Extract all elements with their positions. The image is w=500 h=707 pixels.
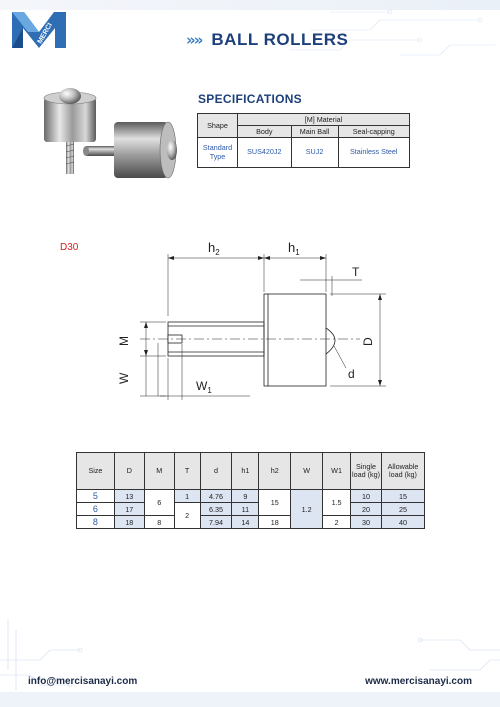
technical-drawing <box>100 236 400 406</box>
shape-value: Standard Type <box>198 138 238 168</box>
size-table-header <box>77 453 425 490</box>
w-cell: 1.2 <box>291 490 323 529</box>
specifications-table <box>197 113 410 168</box>
d-cell: 13 <box>114 490 144 503</box>
single-load-cell: 30 <box>351 516 382 529</box>
footer-email-link[interactable]: info@mercisanayi.com <box>28 676 138 687</box>
ball-d-cell: 6.35 <box>200 503 232 516</box>
allowable-load-cell: 15 <box>381 490 424 503</box>
size-table <box>76 452 425 529</box>
main-ball-value: SUJ2 <box>291 138 338 168</box>
allowable-load-cell: 25 <box>381 503 424 516</box>
shape-header: Shape <box>198 114 238 138</box>
w1-cell: 1.5 <box>323 490 351 516</box>
material-header: [M] Material <box>238 114 410 126</box>
size-header: Size <box>77 453 115 490</box>
t-label: T <box>352 265 360 279</box>
m-cell: 6 <box>144 490 174 516</box>
t-cell: 1 <box>174 490 200 503</box>
merci-logo <box>8 8 70 58</box>
h2-cell: 15 <box>259 490 291 516</box>
single-load-cell: 10 <box>351 490 382 503</box>
d-diameter-label: D <box>361 337 375 346</box>
table-row <box>77 490 425 503</box>
page-title-wrap <box>186 30 348 50</box>
m-label: M <box>117 336 131 346</box>
specifications-heading: SPECIFICATIONS <box>198 92 302 106</box>
h2-cell: 18 <box>259 516 291 529</box>
h1-cell: 9 <box>232 490 259 503</box>
main-ball-header: Main Ball <box>291 126 338 138</box>
page-title: BALL ROLLERS <box>211 30 349 49</box>
d-header: D <box>114 453 144 490</box>
w1-label: $W_1$ <box>196 379 212 395</box>
logo-wordmark: MERCI <box>36 21 55 45</box>
h1-label: $h_1$ <box>288 240 300 257</box>
h2-header: h2 <box>259 453 291 490</box>
w1-header: W1 <box>323 453 351 490</box>
footer-decoration <box>0 600 500 707</box>
m-header: M <box>144 453 174 490</box>
size-cell: 5 <box>77 490 115 503</box>
table-row <box>77 503 425 516</box>
chevrons-icon: »» <box>186 31 202 49</box>
ball-d-cell: 7.94 <box>200 516 232 529</box>
roller-body-outline <box>264 294 326 386</box>
d-cell: 18 <box>114 516 144 529</box>
d-cell: 17 <box>114 503 144 516</box>
size-cell: 6 <box>77 503 115 516</box>
table-row <box>77 516 425 529</box>
ball-d-header: d <box>200 453 232 490</box>
w1-cell: 2 <box>323 516 351 529</box>
allowable-load-header: Allowable load (kg) <box>381 453 424 490</box>
d-ball-label: d <box>348 367 355 381</box>
seal-capping-value: Stainless Steel <box>338 138 409 168</box>
seal-capping-header: Seal-capping <box>338 126 409 138</box>
t-cell: 2 <box>174 503 200 529</box>
product-photo <box>28 82 178 192</box>
h2-label: $h_2$ <box>208 240 220 257</box>
w-label: W <box>117 372 131 384</box>
single-load-header: Single load (kg) <box>351 453 382 490</box>
size-cell: 8 <box>77 516 115 529</box>
h1-cell: 14 <box>232 516 259 529</box>
h1-cell: 11 <box>232 503 259 516</box>
model-label: D30 <box>60 242 79 253</box>
h1-header: h1 <box>232 453 259 490</box>
footer-website-link[interactable]: www.mercisanayi.com <box>365 676 472 687</box>
m-cell: 8 <box>144 516 174 529</box>
ball-d-cell: 4.76 <box>200 490 232 503</box>
body-value: SUS420J2 <box>238 138 292 168</box>
w-header: W <box>291 453 323 490</box>
t-header: T <box>174 453 200 490</box>
allowable-load-cell: 40 <box>381 516 424 529</box>
ball-outline <box>326 328 335 354</box>
single-load-cell: 20 <box>351 503 382 516</box>
body-header: Body <box>238 126 292 138</box>
header <box>0 0 500 72</box>
